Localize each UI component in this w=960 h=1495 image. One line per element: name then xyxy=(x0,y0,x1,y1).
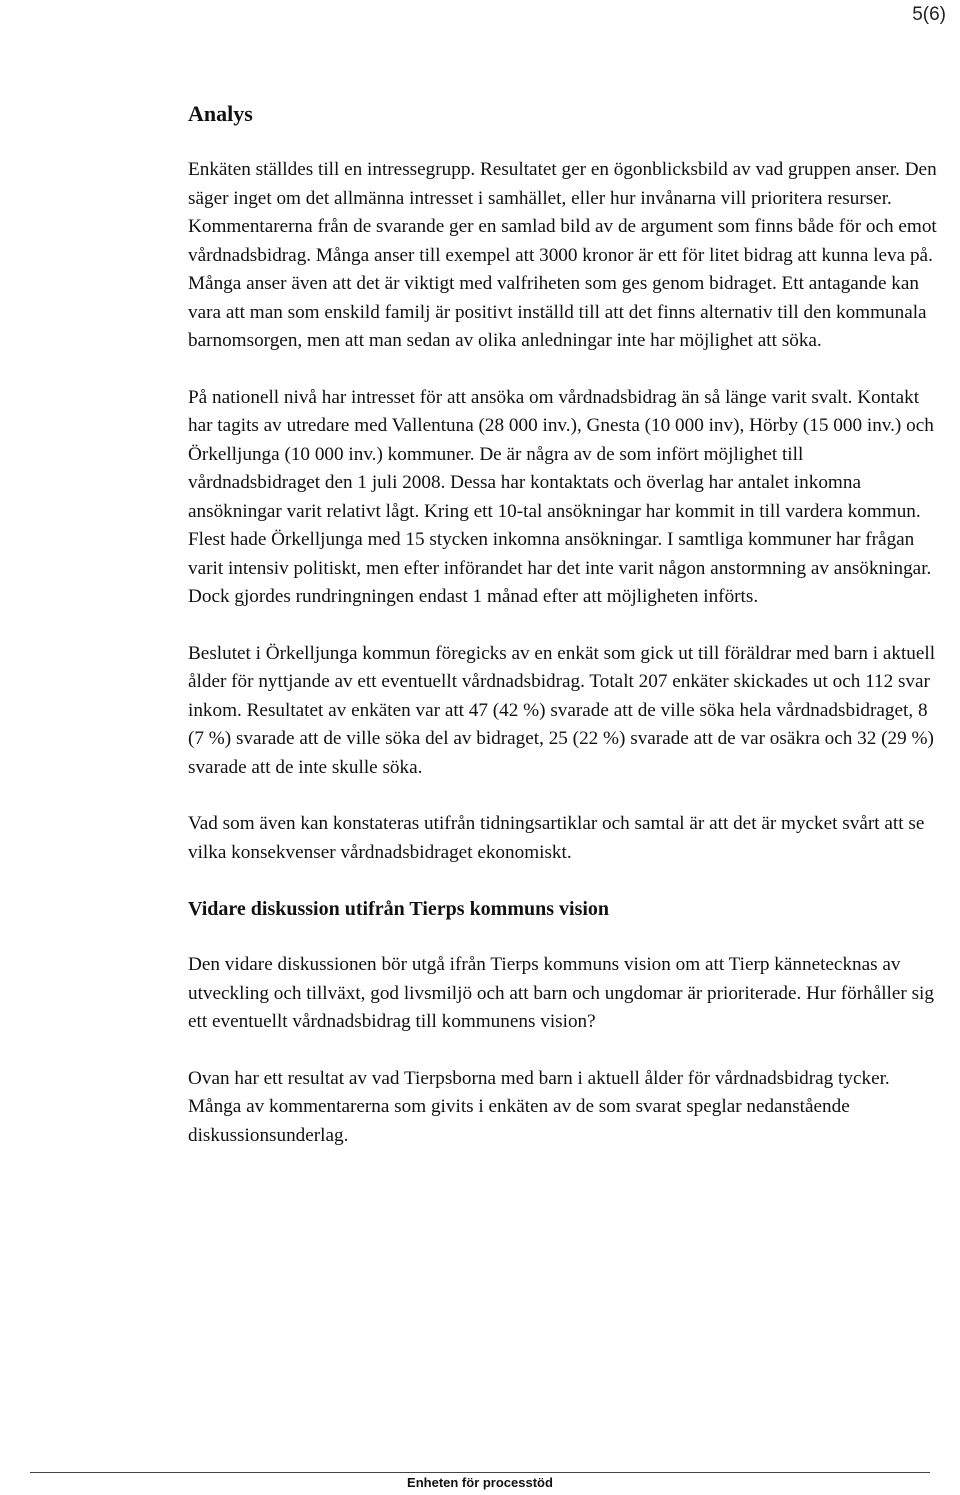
footer-text: Enheten för processtöd xyxy=(407,1475,553,1490)
paragraph-vision-results: Ovan har ett resultat av vad Tierpsborna med barn i aktuell ålder för vårdnadsbidrag tycker. Många av kommentarerna som givits i enkäten av de som svarat speglar nedanstående diskussionsunderlag. xyxy=(188,1067,890,1146)
footer-divider xyxy=(30,1472,930,1473)
paragraph-orkelljunga: Beslutet i Örkelljunga kommun föregicks av en enkät som gick ut till föräldrar med barn i aktuell ålder för nyttjande av ett eventuellt vårdnadsbidrag. Totalt 207 enkäter skickades ut och 112 svar inkom. Resultatet av enkäten var att 47 (42 %) svarade att de ville söka hela vårdnadsbidraget, 8 (7 %) svarade att de ville söka del av bidraget, 25 (22 %) svarade att de var osäkra och 32 (29 %) svarade att de inte skulle söka. xyxy=(188,642,936,778)
paragraph-national-level: På nationell nivå har intresset för att ansöka om vårdnadsbidrag än så länge varit svalt. Kontakt har tagits av utredare med Vallentuna (28 000 inv.), Gnesta (10 000 inv), Hörby (15 000 inv.) och Örkelljunga (10 000 inv.) kommuner. De är några av de som infört möjlighet till vårdnadsbidraget den 1 juli 2008. Dessa har kontaktats och överlag har antalet inkomna ansökningar varit relativt lågt. Kring ett 10-tal ansökningar har kommit in till vardera kommun. Flest hade Örkelljunga med 15 stycken inkomna ansökningar. I samtliga kommuner har frågan varit intensiv politiskt, men efter införandet har det inte varit någon anstormning av ansökningar. Dock gjordes rundringningen endast 1 månad efter att möjligheten införts. xyxy=(188,386,934,607)
heading-vision: Vidare diskussion utifrån Tierps kommuns vision xyxy=(188,898,610,920)
heading-analys: Analys xyxy=(188,101,253,126)
paragraph-consequences: Vad som även kan konstateras utifrån tidningsartiklar och samtal är att det är mycket svårt att se vilka konsekvenser vårdnadsbidraget ekonomiskt. xyxy=(188,813,925,863)
document-body xyxy=(188,98,938,1178)
paragraph-survey-intro: Enkäten ställdes till en intressegrupp. Resultatet ger en ögonblicksbild av vad gruppen anser. Den säger inget om det allmänna intresset i samhället, eller hur invånarna vill prioritera resurser. Kommentarerna från de svarande ger en samlad bild av de argument som finns både för och emot vårdnadsbidrag. Många anser till exempel att 3000 kronor är ett för litet bidrag att kunna leva på. Många anser även att det är viktigt med valfriheten som ges genom bidraget. Ett antagande kan vara att man som enskild familj är positivt inställd till att det finns alternativ till den kommunala barnomsorgen, men att man sedan av olika anledningar inte har möjlighet att söka. xyxy=(188,159,937,351)
page-number: 5(6) xyxy=(912,4,946,25)
paragraph-vision-discussion: Den vidare diskussionen bör utgå ifrån Tierps kommuns vision om att Tierp kännetecknas av utveckling och tillväxt, god livsmiljö och att barn och ungdomar är prioriterade. Hur förhåller sig ett eventuellt vårdnadsbidrag till kommunens vision? xyxy=(188,954,934,1032)
